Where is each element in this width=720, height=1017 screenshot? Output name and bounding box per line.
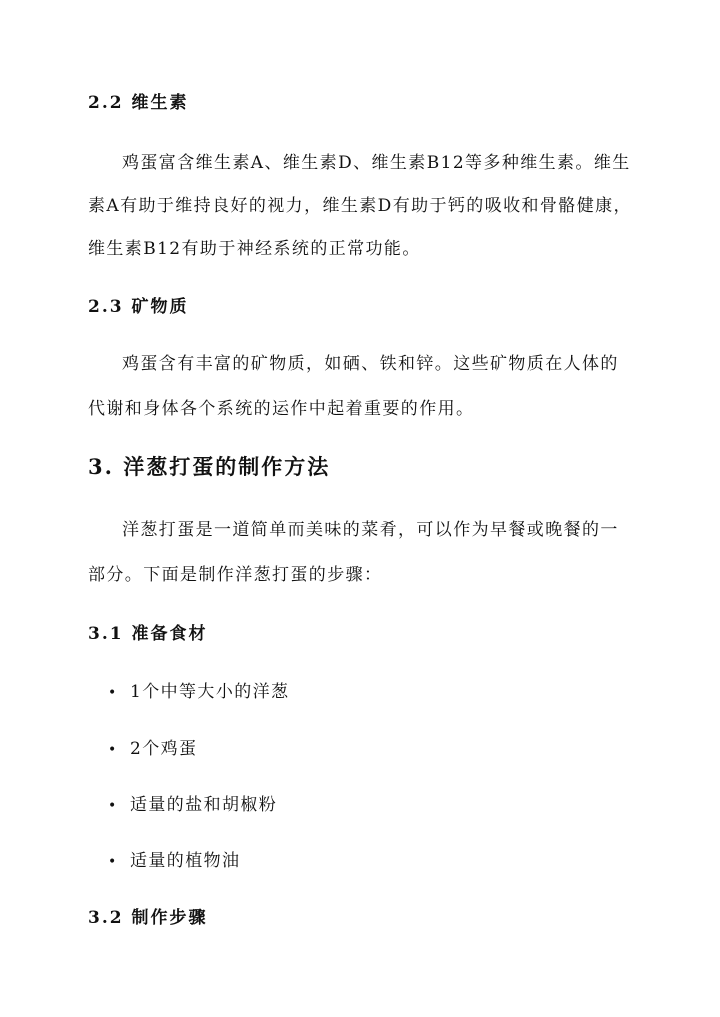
bullet-icon: • <box>108 742 118 758</box>
paragraph-line: 部分。下面是制作洋葱打蛋的步骤： <box>88 565 383 585</box>
list-item <box>108 677 289 702</box>
paragraph-line: 鸡蛋富含维生素A、维生素D、维生素B12等多种维生素。维生 <box>122 153 631 173</box>
bullet-icon: • <box>108 854 118 870</box>
list-item-text: 2个鸡蛋 <box>130 739 198 759</box>
list-item <box>108 734 197 759</box>
list-item-text: 适量的植物油 <box>130 851 241 871</box>
list-item <box>108 790 277 815</box>
section-heading-3-1: 3.1 准备食材 <box>88 624 208 644</box>
bullet-icon: • <box>108 685 118 701</box>
paragraph-line: 素A有助于维持良好的视力，维生素D有助于钙的吸收和骨骼健康， <box>88 196 632 216</box>
list-item-text: 适量的盐和胡椒粉 <box>130 795 278 815</box>
section-heading-2-2: 2.2 维生素 <box>88 93 189 113</box>
section-heading-3: 3. 洋葱打蛋的制作方法 <box>88 454 331 479</box>
list-item-text: 1个中等大小的洋葱 <box>130 682 290 702</box>
list-item <box>108 846 240 871</box>
paragraph-line: 代谢和身体各个系统的运作中起着重要的作用。 <box>88 399 475 419</box>
paragraph-line: 鸡蛋含有丰富的矿物质，如硒、铁和锌。这些矿物质在人体的 <box>122 354 619 374</box>
paragraph-line: 洋葱打蛋是一道简单而美味的菜肴，可以作为早餐或晚餐的一 <box>122 520 619 540</box>
paragraph-line: 维生素B12有助于神经系统的正常功能。 <box>88 239 421 259</box>
section-heading-2-3: 2.3 矿物质 <box>88 297 189 317</box>
section-heading-3-2: 3.2 制作步骤 <box>88 908 208 928</box>
bullet-icon: • <box>108 798 118 814</box>
